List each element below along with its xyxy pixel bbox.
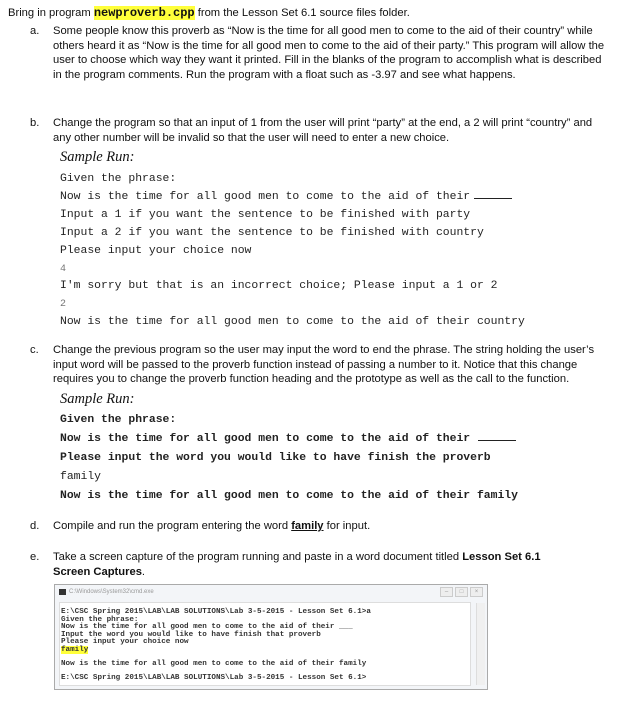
console-screenshot <box>54 584 488 690</box>
sample-line <box>60 433 516 445</box>
console-line: Now is the time for all good men to come to the aid of their ___ <box>61 623 353 632</box>
item-b-text: Change the program so that an input of 1 from the user will print “party” at the end, a 2 will print “country” and any other number will be invalid so that the user will need to enter a new choice. <box>53 117 593 144</box>
sample-line-text: Now is the time for all good men to come to the aid of their <box>60 191 471 203</box>
item-d-text <box>53 519 609 534</box>
console-line: Given the phrase: <box>61 615 139 624</box>
filename-highlight: newproverb.cpp <box>93 6 195 20</box>
blank-line <box>478 439 516 441</box>
sample-run-title-c: Sample Run: <box>60 391 135 407</box>
minimize-icon: – <box>440 587 453 597</box>
sample-input: 4 <box>60 264 67 275</box>
console-line: Input the word you would like to have finish that proverb <box>61 630 321 639</box>
console-scrollbar <box>476 603 485 685</box>
item-e-text <box>53 550 573 579</box>
console-line: E:\CSC Spring 2015\LAB\LAB SOLUTIONS\Lab 3-5-2015 - Lesson Set 6.1> <box>61 674 367 683</box>
sample-line: Given the phrase: <box>60 173 177 185</box>
item-c-text: Change the previous program so the user may input the word to end the phrase. The string holding the user’s input word will be passed to the proverb function instead of passing a number to it. Notice that this change requires you to change the proverb function heading and the prototype as well as the call to the function. <box>53 344 595 386</box>
close-icon: × <box>470 587 483 597</box>
console-titlebar <box>55 585 487 599</box>
item-d-label: d. <box>30 520 40 532</box>
sample-line: Please input your choice now <box>60 245 252 257</box>
intro-line <box>8 6 410 21</box>
sample-line-text: Now is the time for all good men to come to the aid of their <box>60 433 471 445</box>
sample-line <box>60 191 512 203</box>
item-a-label: a. <box>30 25 40 37</box>
item-d-after: for input. <box>323 520 371 532</box>
sample-input: 2 <box>60 299 67 310</box>
item-c-label: c. <box>30 344 39 356</box>
sample-input: family <box>60 471 102 483</box>
sample-line: Now is the time for all good men to come to the aid of their family <box>60 490 518 502</box>
item-a-text: Some people know this proverb as “Now is the time for all good men to come to the aid of their country” while others heard it as “Now is the time for all good men to come to the aid of their party.” This program will allow the user to choose which way they want it printed. Fill in the blanks of the program to accomplish what is described in the program comments. Run the program with a float such as -3.97 and see what happens. <box>53 25 605 81</box>
sample-line: Input a 1 if you want the sentence to be finished with party <box>60 209 471 221</box>
item-d-word: family <box>291 520 324 532</box>
item-d-before: Compile and run the program entering the word <box>53 520 292 532</box>
console-input-highlight: family <box>61 645 89 654</box>
console-line: Please input your choice now <box>61 638 189 647</box>
maximize-icon: □ <box>455 587 468 597</box>
console-output <box>59 602 471 686</box>
blank-line <box>474 197 512 199</box>
item-e-title: Lesson Set 6.1 Screen Captures <box>53 551 541 578</box>
intro-text-end: from the Lesson Set 6.1 source files folder. <box>194 7 410 19</box>
sample-line: Please input the word you would like to have finish the proverb <box>60 452 491 464</box>
intro-text: Bring in program <box>8 7 94 19</box>
sample-line: Given the phrase: <box>60 414 177 426</box>
sample-line: Input a 2 if you want the sentence to be finished with country <box>60 227 484 239</box>
item-e-after: . <box>141 565 146 578</box>
item-b-label: b. <box>30 117 40 129</box>
console-line: Now is the time for all good men to come to the aid of their family <box>61 659 367 668</box>
item-e-label: e. <box>30 551 40 563</box>
sample-line: Now is the time for all good men to come to the aid of their country <box>60 316 525 328</box>
sample-run-title-b: Sample Run: <box>60 149 135 165</box>
console-line: E:\CSC Spring 2015\LAB\LAB SOLUTIONS\Lab 3-5-2015 - Lesson Set 6.1>a <box>61 608 371 616</box>
cmd-icon <box>59 589 66 595</box>
item-e-before: Take a screen capture of the program running and paste in a word document titled <box>53 551 463 563</box>
console-title: C:\Windows\System32\cmd.exe <box>69 589 154 595</box>
sample-line: I'm sorry but that is an incorrect choice; Please input a 1 or 2 <box>60 280 498 292</box>
